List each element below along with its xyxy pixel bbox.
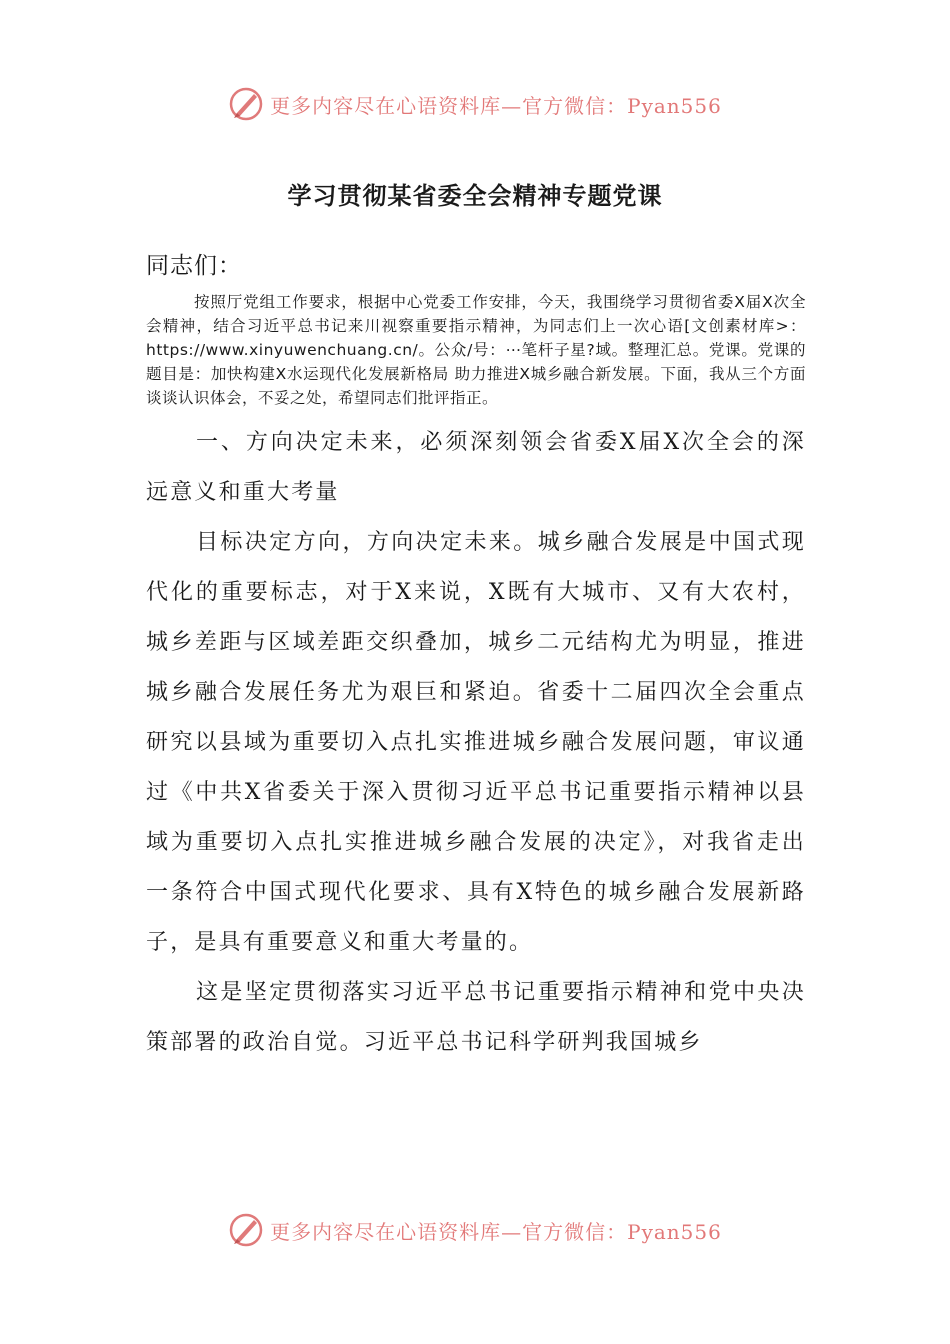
watermark-header bbox=[0, 84, 950, 124]
watermark-text: 更多内容尽在心语资料库—官方微信：Pyan556 bbox=[270, 93, 722, 118]
pen-logo-icon bbox=[228, 1212, 264, 1248]
document-body bbox=[146, 250, 806, 1068]
salutation: 同志们： bbox=[146, 253, 242, 279]
body-paragraph-2: 这是坚定贯彻落实习近平总书记重要指示精神和党中央决策部署的政治自觉。习近平总书记科学研判我国城乡 bbox=[146, 980, 806, 1055]
section-heading-1: 一、方向决定未来，必须深刻领会省委X届X次全会的深远意义和重大考量 bbox=[146, 430, 806, 505]
watermark-footer bbox=[0, 1210, 950, 1250]
pen-logo-icon bbox=[228, 86, 264, 122]
body-paragraph-1: 目标决定方向，方向决定未来。城乡融合发展是中国式现代化的重要标志，对于X来说，X既有大城市、又有大农村，城乡差距与区域差距交织叠加，城乡二元结构尤为明显，推进城乡融合发展任务尤为艰巨和紧迫。省委十二届四次全会重点研究以县域为重要切入点扎实推进城乡融合发展问题，审议通过《中共X省委关于深入贯彻习近平总书记重要指示精神以县域为重要切入点扎实推进城乡融合发展的决定》，对我省走出一条符合中国式现代化要求、具有X特色的城乡融合发展新路子，是具有重要意义和重大考量的。 bbox=[146, 530, 806, 955]
watermark-text: 更多内容尽在心语资料库—官方微信：Pyan556 bbox=[270, 1219, 722, 1244]
intro-paragraph: 按照厅党组工作要求，根据中心党委工作安排，今天，我围绕学习贯彻省委X届X次全会精神，结合习近平总书记来川视察重要指示精神，为同志们上一次心语[文创素材库>：https://www.xinyuwenchuang.cn/。公众/号：⋯笔杆子星?域。整理汇总。党课。党课的题目是：加快构建X水运现代化发展新格局 助力推进X城乡融合新发展。下面，我从三个方面谈谈认识体会，不妥之处，希望同志们批评指正。 bbox=[146, 293, 806, 407]
document-title: 学习贯彻某省委全会精神专题党课 bbox=[287, 182, 663, 210]
